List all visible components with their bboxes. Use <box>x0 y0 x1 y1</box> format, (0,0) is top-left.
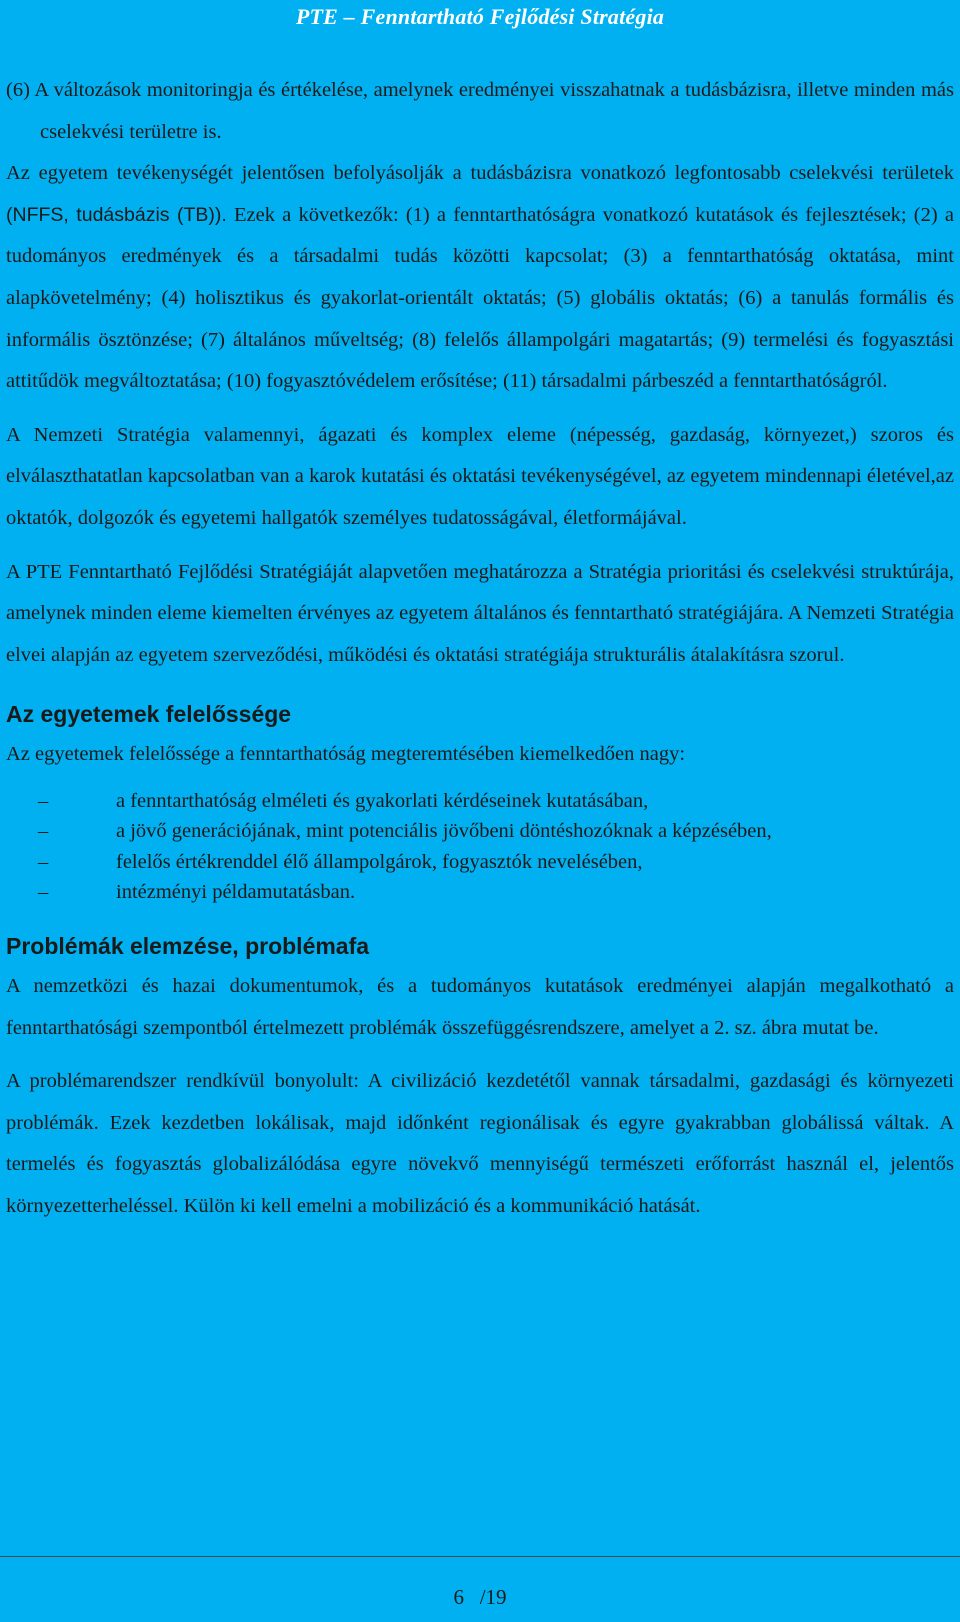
paragraph-responsibility: Az egyetemek felelőssége a fenntarthatóság megteremtésében kiemelkedően nagy: <box>6 743 686 766</box>
page-header-title: PTE – Fenntartható Fejlődési Stratégia <box>295 4 665 29</box>
list-item <box>6 786 954 817</box>
dash-bullet: – <box>38 820 49 843</box>
document-body <box>6 70 954 1227</box>
list-item-text: felelős értékrenddel élő állampolgárok, fogyasztók nevelésében, <box>116 850 643 873</box>
paragraph-text: Az egyetem tevékenységét jelentősen befolyásolják a tudásbázisra vonatkozó legfontosabb cselekvési területek <box>6 162 954 185</box>
list-item-text: a jövő generációjának, mint potenciális jövőbeni döntéshozóknak a képzésében, <box>116 820 772 843</box>
paragraph-national-strategy: A Nemzeti Stratégia valamennyi, ágazati és komplex eleme (népesség, gazdaság, környezet,) szoros és elválaszthatatlan kapcsolatban van a karok kutatási és oktatási tevékenységével, az egyetem mindennapi életével,az oktatók, dolgozók és egyetemi hallgatók személyes tudatosságával, életformájával. <box>6 423 954 529</box>
reference-text: (NFFS, tudásbázis (TB)). <box>6 203 227 226</box>
dash-bullet: – <box>38 850 49 873</box>
page-number: 6 /19 <box>453 1585 507 1609</box>
list-item-text: intézményi példamutatásban. <box>116 881 356 904</box>
list-item-text: a fenntarthatóság elméleti és gyakorlati kérdéseinek kutatásában, <box>116 789 649 812</box>
responsibility-list <box>6 786 954 908</box>
dash-bullet: – <box>38 881 49 904</box>
list-item <box>6 816 954 847</box>
section-heading-responsibility: Az egyetemek felelőssége <box>6 701 292 728</box>
paragraph-knowledge-base <box>6 153 954 403</box>
list-item-6: (6) A változások monitoringja és értékelése, amelynek eredményei visszahatnak a tudásbázisra, illetve minden más cselekvési területre is. <box>6 79 954 143</box>
list-item <box>6 847 954 878</box>
dash-bullet: – <box>38 789 49 812</box>
section-heading-problems: Problémák elemzése, problémafa <box>6 932 370 959</box>
paragraph-text: Ezek a következők: (1) a fenntarthatóságra vonatkozó kutatások és fejlesztések; (2) a tudományos eredmények és a társadalmi tudás közötti kapcsolat; (3) a fenntarthatóság oktatása, mint alapkövetelmény; (4) holisztikus és gyakorlat-orientált oktatás; (5) globális oktatás; (6) a tanulás formális és informális ösztönzése; (7) általános műveltség; (8) felelős állampolgári magatartás; (9) termelési és fogyasztási attitűdök megváltoztatása; (10) fogyasztóvédelem erősítése; (11) társadalmi párbeszéd a fenntarthatóságról. <box>6 203 954 393</box>
list-item <box>6 877 954 908</box>
paragraph-problem-system: A problémarendszer rendkívül bonyolult: A civilizáció kezdetétől vannak társadalmi, gazdasági és környezeti problémák. Ezek kezdetben lokálisak, majd időnként regionálisak és egyre gyakrabban globálissá váltak. A termelés és fogyasztás globalizálódása egyre növekvő mennyiségű természeti erőforrást használ el, jelentős környezetterheléssel. Külön ki kell emelni a mobilizáció és a kommunikáció hatását. <box>6 1070 954 1217</box>
paragraph-problem-tree: A nemzetközi és hazai dokumentumok, és a tudományos kutatások eredményei alapján megalkotható a fenntarthatósági szempontból értelmezett problémák összefüggésrendszere, amelyet a 2. sz. ábra mutat be. <box>6 974 954 1039</box>
paragraph-pte-strategy: A PTE Fenntartható Fejlődési Stratégiáját alapvetően meghatározza a Stratégia prioritási és cselekvési struktúrája, amelynek minden eleme kiemelten érvényes az egyetem általános és fenntartható stratégiájára. A Nemzeti Stratégia elvei alapján az egyetem szerveződési, működési és oktatási stratégiája strukturális átalakításra szorul. <box>6 560 954 666</box>
